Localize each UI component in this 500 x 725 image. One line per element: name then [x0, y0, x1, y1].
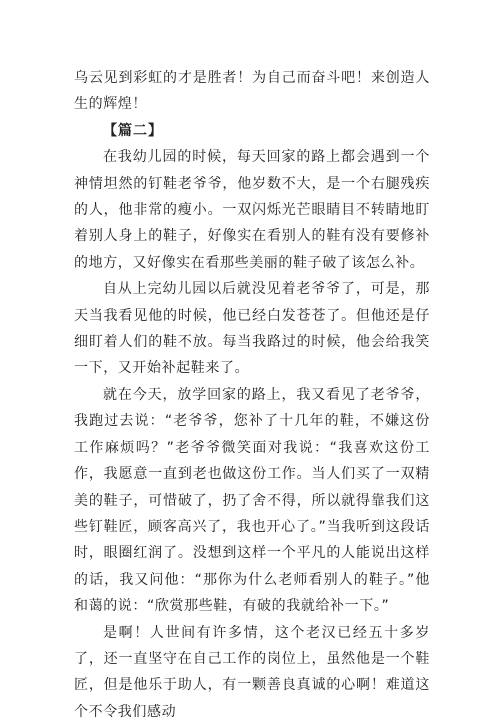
document-body [74, 65, 430, 725]
paragraph-closing-line: 乌云见到彩虹的才是胜者！为自己而奋斗吧！来创造人生的辉煌！ [74, 70, 430, 113]
paragraph-1: 在我幼儿园的时候，每天回家的路上都会遇到一个神情坦然的钉鞋老爷爷，他岁数不大，是一个右腿残疾的人，他非常的瘦小。一双闪烁光芒眼睛目不转睛地盯着别人身上的鞋子，好像实在看别人的鞋有没有要修补的地方，又好像实在看那些美丽的鞋子破了该怎么补。 [74, 149, 430, 271]
paragraph-3: 就在今天，放学回家的路上，我又看见了老爷爷，我跑过去说：“老爷爷，您补了十几年的鞋，不嫌这份工作麻烦吗？”老爷爷微笑面对我说：“我喜欢这份工作，我愿意一直到老也做这份工作。当人们买了一双精美的鞋子，可惜破了，扔了舍不得，所以就得靠我们这些钉鞋匠，顾客高兴了，我也开心了。”当我听到这段话时，眼圈红润了。没想到这样一个平凡的人能说出这样的话，我又问他：“那你为什么老师看别人的鞋子。”他和蔼的说：“欣赏那些鞋，有破的我就给补一下。” [74, 386, 430, 615]
paragraph-2: 自从上完幼儿园以后就没见着老爷爷了，可是，那天当我看见他的时候，他已经白发苍苍了。但他还是仔细盯着人们的鞋不放。每当我路过的时候，他会给我笑一下，又开始补起鞋来了。 [74, 281, 430, 377]
section-heading: 【篇二】 [103, 122, 163, 139]
paragraph-4: 是啊！人世间有许多情，这个老汉已经五十多岁了，还一直坚守在自己工作的岗位上，虽然他是一个鞋匠，但是他乐于助人，有一颗善良真诚的心啊！难道这个不令我们感动 [74, 624, 430, 720]
